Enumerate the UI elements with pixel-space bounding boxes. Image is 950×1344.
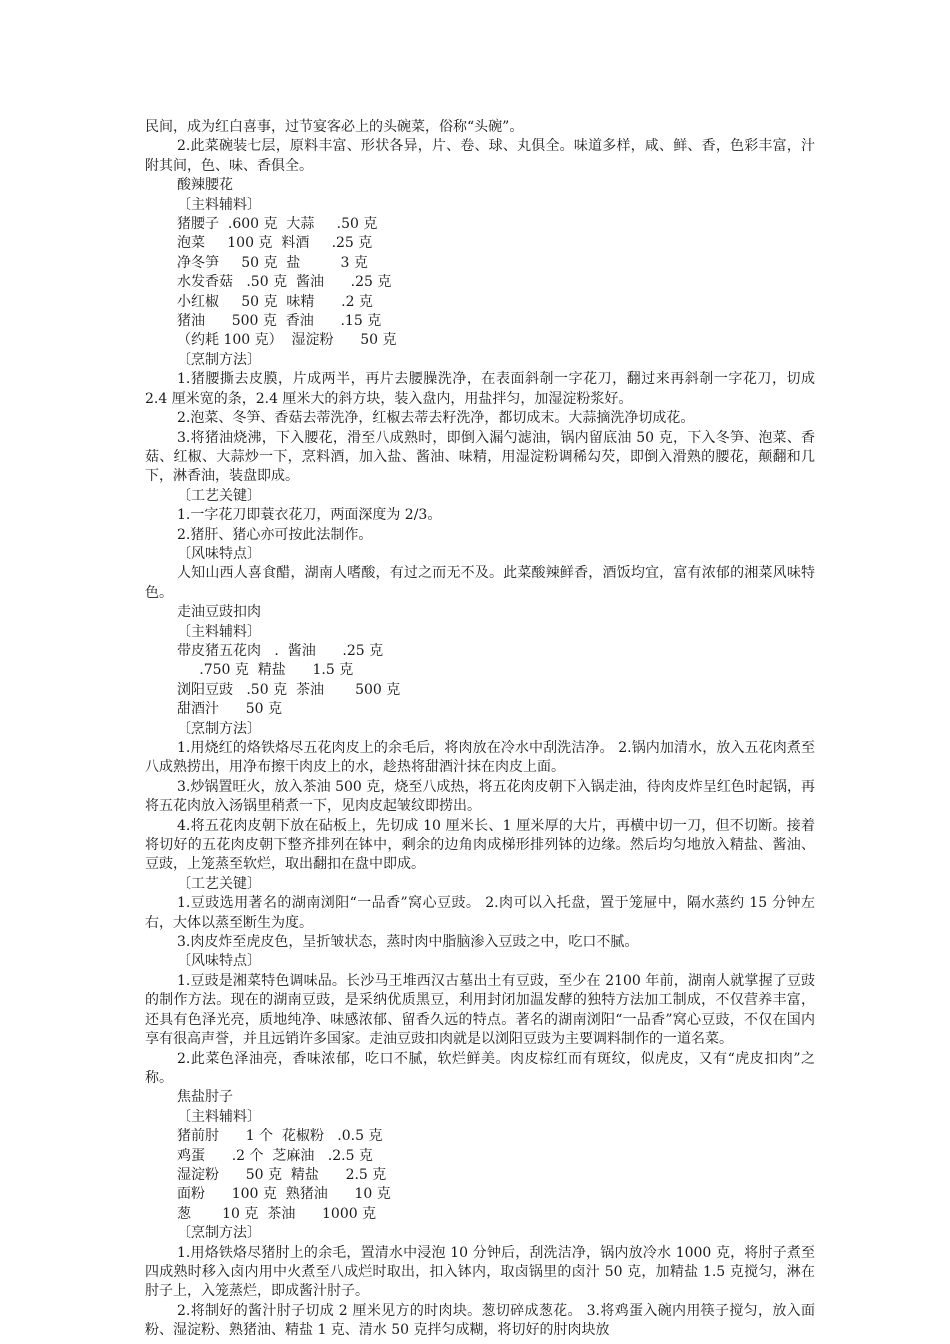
text-line: 〔烹制方法〕 xyxy=(177,351,261,368)
text-line: 〔工艺关键〕 xyxy=(177,875,261,892)
paragraph: 2.此菜色泽油亮，香味浓郁，吃口不腻，软烂鲜美。肉皮棕红而有斑纹，似虎皮，又有“虎皮扣肉”之称。 xyxy=(145,1050,815,1086)
text-line: 泡菜 100 克 料酒 .25 克 xyxy=(177,235,373,252)
paragraph: 1.一字花刀即蓑衣花刀，两面深度为 2/3。 xyxy=(177,507,442,524)
paragraph: 3.将猪油烧沸，下入腰花，滑至八成熟时，即倒入漏勺滤油，锅内留底油 50 克，下入冬笋、泡菜、香菇、红椒、大蒜炒一下，烹料酒，加入盐、酱油、味精，用湿淀粉调稀勾芡，即倒入滑熟的腰花，颠翻和几下，淋香油，装盘即成。 xyxy=(145,429,815,485)
paragraph: 民间，成为红白喜事，过节宴客必上的头碗菜，俗称“头碗”。 xyxy=(145,119,524,135)
document-page xyxy=(145,118,815,1341)
text-line: .750 克 精盐 1.5 克 xyxy=(177,662,354,679)
text-line: 猪前肘 1 个 花椒粉 .0.5 克 xyxy=(177,1128,383,1145)
text-line: 猪油 500 克 香油 .15 克 xyxy=(177,313,382,330)
paragraph: 人知山西人喜食醋，湖南人嗜酸，有过之而无不及。此菜酸辣鲜香，酒饭均宜，富有浓郁的湘菜风味特色。 xyxy=(145,565,815,601)
text-line: 鸡蛋 .2 个 芝麻油 .2.5 克 xyxy=(177,1147,373,1164)
text-line: 带皮猪五花肉 . 酱油 .25 克 xyxy=(177,642,384,659)
text-line: 〔风味特点〕 xyxy=(177,953,261,970)
text-line: 〔主料辅料〕 xyxy=(177,1108,261,1125)
paragraph: 1.猪腰撕去皮膜，片成两半，再片去腰臊洗净，在表面斜剞一字花刀，翻过来再斜剞一字花刀，切成 2.4 厘米宽的条，2.4 厘米大的斜方块，装入盘内，用盐拌匀，加湿淀粉浆好。 xyxy=(145,371,815,407)
text-line: 面粉 100 克 熟猪油 10 克 xyxy=(177,1186,391,1203)
paragraph: 1.用烧红的烙铁烙尽五花肉皮上的余毛后，将肉放在冷水中刮洗洁净。 2.锅内加清水，放入五花肉煮至八成熟捞出，用净布擦干肉皮上的水，趁热将甜酒汁抹在肉皮上面。 xyxy=(145,740,815,776)
text-line: 湿淀粉 50 克 精盐 2.5 克 xyxy=(177,1166,387,1183)
paragraph: 1.豆豉是湘菜特色调味品。长沙马王堆西汉古墓出土有豆豉，至少在 2100 年前，湖南人就掌握了豆豉的制作方法。现在的湖南豆豉，是采纳优质黑豆，利用封闭加温发酵的独特方法加工制成，不仅营养丰富，还具有色泽光亮，质地纯净、味感浓郁、留香久远的特点。著名的湖南浏阳“一品香”窝心豆豉，不仅在国内享有很高声誉，并且远销许多国家。走油豆豉扣肉就是以浏阳豆豉为主要调料制作的一道名菜。 xyxy=(145,972,815,1048)
text-line: 〔主料辅料〕 xyxy=(177,623,261,640)
text-line: 猪腰子 .600 克 大蒜 .50 克 xyxy=(177,216,378,233)
text-line: 小红椒 50 克 味精 .2 克 xyxy=(177,293,373,310)
text-line: 甜酒汁 50 克 xyxy=(177,701,282,718)
text-line: 焦盐肘子 xyxy=(177,1089,233,1106)
text-line: 〔烹制方法〕 xyxy=(177,720,261,737)
paragraph: 1.豆豉选用著名的湖南浏阳“一品香”窝心豆豉。 2.肉可以入托盘，置于笼屉中，隔水蒸约 15 分钟左右，大体以蒸至断生为度。 xyxy=(145,895,815,931)
paragraph: 1.用烙铁烙尽猪肘上的余毛，置清水中浸泡 10 分钟后，刮洗洁净，锅内放冷水 1000 克，将肘子煮至四成熟时移入卤内用中火煮至八成烂时取出，扣入钵内，取卤锅里的卤汁 50 克，加精盐 1.5 克搅匀，淋在肘子上，入笼蒸烂，即成酱汁肘子。 xyxy=(145,1244,815,1300)
text-line: 走油豆豉扣肉 xyxy=(177,604,261,621)
text-line: （约耗 100 克） 湿淀粉 50 克 xyxy=(177,332,397,349)
paragraph: 4.将五花肉皮朝下放在砧板上，先切成 10 厘米长、1 厘米厚的大片，再横中切一刀，但不切断。接着将切好的五花肉皮朝下整齐排列在钵中，剩余的边角肉成梯形排列钵的边缘。然后均匀地放入精盐、酱油、豆豉，上笼蒸至软烂，取出翻扣在盘中即成。 xyxy=(145,817,815,873)
paragraph: 3.肉皮炸至虎皮色，呈折皱状态，蒸时肉中脂脑渗入豆豉之中，吃口不腻。 xyxy=(177,934,639,951)
paragraph: 2.此菜碗装七层，原料丰富、形状各异，片、卷、球、丸俱全。味道多样，咸、鲜、香，色彩丰富，汁附其间，色、味、香俱全。 xyxy=(145,138,815,174)
text-line: 水发香菇 .50 克 酱油 .25 克 xyxy=(177,274,392,291)
paragraph: 3.炒锅置旺火，放入茶油 500 克，烧至八成热，将五花肉皮朝下入锅走油，待肉皮炸呈红色时起锅，再将五花肉放入汤锅里稍煮一下，见肉皮起皱纹即捞出。 xyxy=(145,778,815,815)
text-line: 浏阳豆豉 .50 克 茶油 500 克 xyxy=(177,681,401,698)
paragraph: 2.泡菜、冬笋、香菇去蒂洗净，红椒去蒂去籽洗净，都切成末。大蒜摘洗净切成花。 xyxy=(177,410,695,427)
text-line: 〔工艺关键〕 xyxy=(177,487,261,504)
text-line: 酸辣腰花 xyxy=(177,177,233,194)
text-line: 净冬笋 50 克 盐 3 克 xyxy=(177,254,368,271)
paragraph: 2.将制好的酱汁肘子切成 2 厘米见方的时肉块。葱切碎成葱花。 3.将鸡蛋入碗内用筷子搅匀，放入面粉、湿淀粉、熟猪油、精盐 1 克、清水 50 克拌匀成糊，将切好的肘肉块放 xyxy=(145,1302,815,1339)
text-line: 〔烹制方法〕 xyxy=(177,1225,261,1242)
text-line: 〔风味特点〕 xyxy=(177,545,261,562)
text-line: 葱 10 克 茶油 1000 克 xyxy=(177,1205,377,1222)
text-line: 〔主料辅料〕 xyxy=(177,196,261,213)
paragraph: 2.猪肝、猪心亦可按此法制作。 xyxy=(177,526,373,543)
